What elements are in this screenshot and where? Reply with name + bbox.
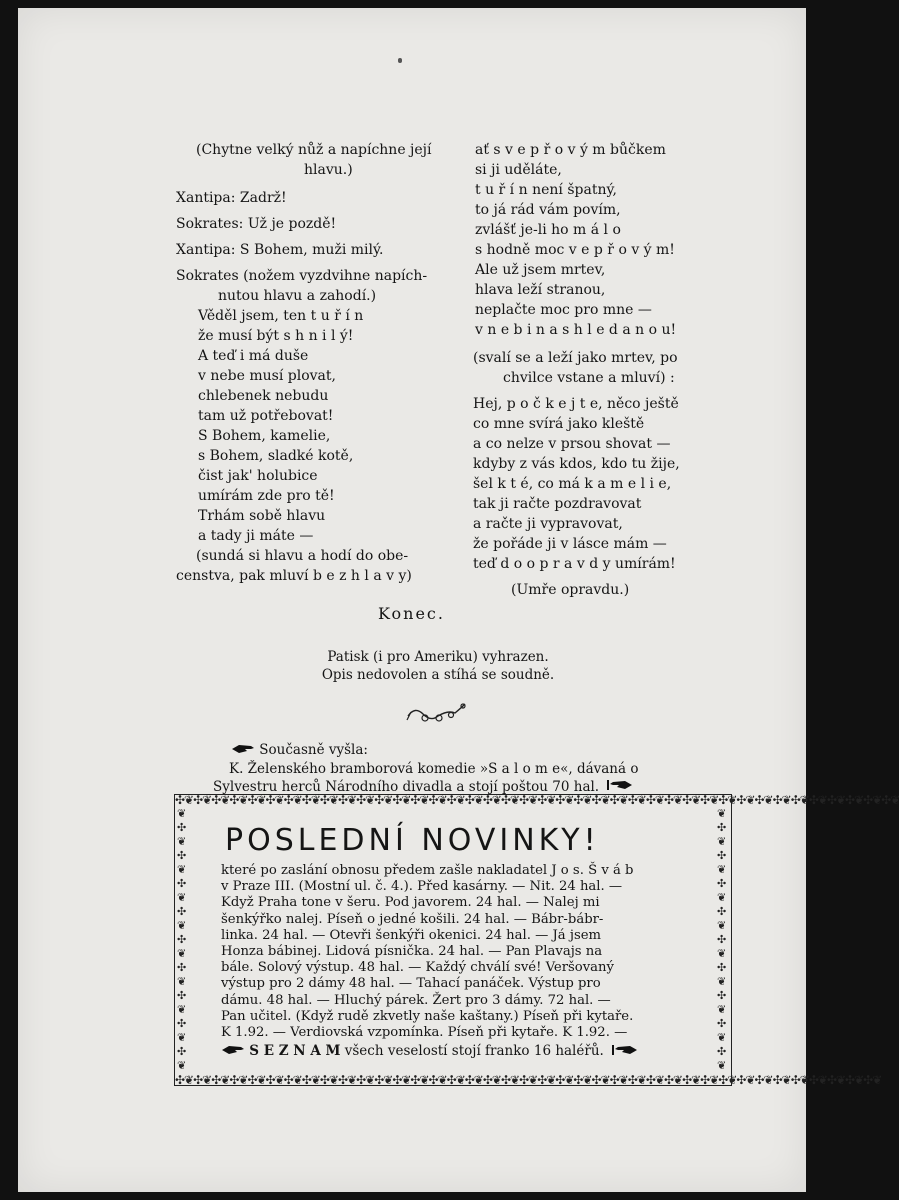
verse-line: které po zaslání obnosu předem zašle nakladatel J o s. Š v á b bbox=[221, 863, 634, 878]
speaker-name: Sokrates bbox=[176, 268, 239, 284]
verse-line: K 1.92. — Verdiovská vzpomínka. Píseň při kytaře. K 1.92. — bbox=[221, 1025, 628, 1041]
verse-line: dámu. 48 hal. — Hluchý párek. Žert pro 3 dámy. 72 hal. — bbox=[221, 992, 611, 1008]
pointing-hand-icon bbox=[221, 1044, 245, 1060]
dialogue-text: Už je pozdě! bbox=[247, 216, 337, 232]
copyright-line: Opis nedovolen a stíhá se soudně. bbox=[321, 667, 555, 683]
verse-line: linka. 24 hal. — Otevři šenkýři okenici. 24 hal. — Já jsem bbox=[221, 927, 602, 943]
verse-line: tam už potřebovat! bbox=[198, 408, 334, 424]
verse-line: tak ji račte pozdravovat bbox=[473, 496, 642, 512]
dialogue-text: S Bohem, muži milý. bbox=[239, 242, 384, 258]
verse-line: umírám zde pro tě! bbox=[198, 488, 335, 504]
speaker-name: Sokrates: bbox=[176, 216, 244, 232]
ornamental-border: ✣❦✣❦✣❦✣❦✣❦✣❦✣❦✣❦✣❦✣❦✣❦✣❦✣❦✣❦✣❦✣❦✣❦✣❦✣❦✣❦✣❦✣❦✣❦✣❦✣❦✣❦✣❦✣❦✣❦✣❦✣❦✣❦✣❦✣❦✣❦✣❦✣❦✣❦✣❦ bbox=[175, 1073, 882, 1087]
verse-line: že pořáde ji v lásce mám — bbox=[473, 536, 667, 552]
page bbox=[18, 8, 899, 1192]
advertisement-box bbox=[174, 793, 899, 1087]
stage-direction: (nožem vyzdvihne napích- bbox=[243, 268, 428, 284]
verse-line: Ale už jsem mrtev, bbox=[475, 262, 606, 278]
verse-line: a co nelze v prsou shovat — bbox=[473, 436, 671, 452]
verse-line: Trhám sobě hlavu bbox=[198, 508, 326, 524]
ornamental-border: ❦ ✣ ❦ ✣ ❦ ✣ ❦ ✣ ❦ ✣ ❦ ✣ ❦ ✣ ❦ ✣ ❦ ✣ ❦ bbox=[177, 807, 187, 1072]
notice-line: K. Želenského bramborová komedie »S a l o m e«, dávaná o bbox=[229, 760, 639, 777]
speaker-name: Xantipa: bbox=[176, 190, 236, 206]
verse-line: Hej, p o č k e j t e, něco ještě bbox=[473, 396, 679, 412]
notice-label: Současně vyšla: bbox=[259, 742, 368, 758]
verse-line: neplačte moc pro mne — bbox=[475, 302, 652, 318]
verse-line: Věděl jsem, ten t u ř í n bbox=[198, 308, 364, 324]
verse-line: a račte ji vypravovat, bbox=[473, 516, 623, 532]
stage-direction: hlavu.) bbox=[304, 162, 353, 178]
left-column bbox=[176, 140, 466, 586]
copyright-line: Patisk (i pro Ameriku) vyhrazen. bbox=[327, 649, 549, 665]
verse-line: A teď i má duše bbox=[198, 348, 309, 364]
stage-direction: censtva, pak mluví b e z h l a v y) bbox=[176, 568, 412, 584]
dialogue-line bbox=[176, 266, 466, 286]
ornamental-border: ❦ ✣ ❦ ✣ ❦ ✣ ❦ ✣ ❦ ✣ ❦ ✣ ❦ ✣ ❦ ✣ ❦ ✣ ❦ bbox=[717, 807, 727, 1072]
verse-line: teď d o o p r a v d y umírám! bbox=[473, 556, 676, 572]
verse-line: Pan učitel. (Když rudě zkvetly naše kaštany.) Píseň při kytaře. bbox=[221, 1008, 634, 1024]
pointing-hand-icon bbox=[231, 742, 255, 760]
verse-line: Když Praha tone v šeru. Pod javorem. 24 hal. — Nalej mi bbox=[221, 895, 600, 911]
verse-line: v Praze III. (Mostní ul. č. 4.). Před kasárny. — Nit. 24 hal. — bbox=[221, 879, 623, 895]
dialogue-line bbox=[176, 214, 466, 234]
stage-direction: nutou hlavu a zahodí.) bbox=[218, 288, 377, 304]
pointing-hand-left-icon bbox=[608, 1044, 638, 1060]
stage-direction: (svalí se a leží jako mrtev, po bbox=[473, 350, 678, 366]
stage-direction: chvilce vstane a mluví) : bbox=[503, 370, 675, 386]
catalogue-line bbox=[221, 1043, 638, 1060]
verse-line: S Bohem, kamelie, bbox=[198, 428, 331, 444]
dialogue-line bbox=[176, 240, 466, 260]
ornament-icon bbox=[403, 698, 473, 732]
verse-line: to já rád vám povím, bbox=[475, 202, 621, 218]
verse-line: si ji uděláte, bbox=[475, 162, 562, 178]
catalogue-text: všech veselostí stojí franko 16 haléřů. bbox=[344, 1043, 604, 1059]
box-title: POSLEDNÍ NOVINKY! bbox=[225, 823, 600, 858]
verse-line: šenkýřko nalej. Píseň o jedné košili. 24 hal. — Bábr-bábr- bbox=[221, 911, 604, 927]
verse-line: chlebenek nebudu bbox=[198, 388, 329, 404]
verse-line: že musí být s h n i l ý! bbox=[198, 328, 354, 344]
right-column bbox=[473, 140, 773, 600]
verse-line: co mne svírá jako kleště bbox=[473, 416, 645, 432]
stage-direction: (Umře opravdu.) bbox=[511, 582, 630, 598]
verse-block bbox=[176, 306, 466, 546]
verse-line: ať s v e p ř o v ý m bůčkem bbox=[475, 142, 666, 158]
verse-block bbox=[473, 394, 773, 574]
verse-line: s Bohem, sladké kotě, bbox=[198, 448, 354, 464]
verse-line: kdyby z vás kdos, kdo tu žije, bbox=[473, 456, 680, 472]
speaker-name: Xantipa: bbox=[176, 242, 236, 258]
verse-line: šel k t é, co má k a m e l i e, bbox=[473, 476, 672, 492]
verse-line: Honza bábinej. Lidová písnička. 24 hal. — Pan Plavajs na bbox=[221, 944, 603, 960]
ink-speck bbox=[398, 58, 402, 63]
box-body bbox=[221, 863, 691, 1041]
verse-block bbox=[473, 140, 773, 340]
dialogue-line bbox=[176, 188, 466, 208]
copyright-notice bbox=[288, 648, 588, 684]
ornamental-border: ✣❦✣❦✣❦✣❦✣❦✣❦✣❦✣❦✣❦✣❦✣❦✣❦✣❦✣❦✣❦✣❦✣❦✣❦✣❦✣❦✣❦✣❦✣❦✣❦✣❦✣❦✣❦✣❦✣❦✣❦✣❦✣❦✣❦✣❦✣❦✣❦✣❦✣❦✣❦✣❦ bbox=[175, 793, 899, 807]
end-mark: Konec. bbox=[378, 604, 445, 623]
verse-line: výstup pro 2 dámy 48 hal. — Tahací panáček. Výstup pro bbox=[221, 976, 601, 992]
verse-line: v nebe musí plovat, bbox=[198, 368, 336, 384]
verse-line: hlava leží stranou, bbox=[475, 282, 606, 298]
verse-line: čist jak' holubice bbox=[198, 468, 318, 484]
verse-line: zvlášť je-li ho m á l o bbox=[475, 222, 621, 238]
catalogue-label: S E Z N A M bbox=[249, 1043, 341, 1059]
verse-line: a tady ji máte — bbox=[198, 528, 314, 544]
verse-line: s hodně moc v e p ř o v ý m! bbox=[475, 242, 675, 258]
verse-line: bále. Solový výstup. 48 hal. — Každý chválí své! Veršovaný bbox=[221, 960, 614, 976]
notice-text: Sylvestru herců Národního divadla a stojí poštou 70 hal. bbox=[213, 778, 600, 795]
stage-direction: (Chytne velký nůž a napíchne její bbox=[196, 142, 432, 158]
dialogue-text: Zadrž! bbox=[239, 190, 287, 206]
verse-line: v n e b i n a s h l e d a n o u! bbox=[475, 322, 677, 338]
verse-line: t u ř í n není špatný, bbox=[475, 182, 617, 198]
stage-direction: (sundá si hlavu a hodí do obe- bbox=[196, 548, 409, 564]
new-release-notice bbox=[213, 741, 733, 796]
